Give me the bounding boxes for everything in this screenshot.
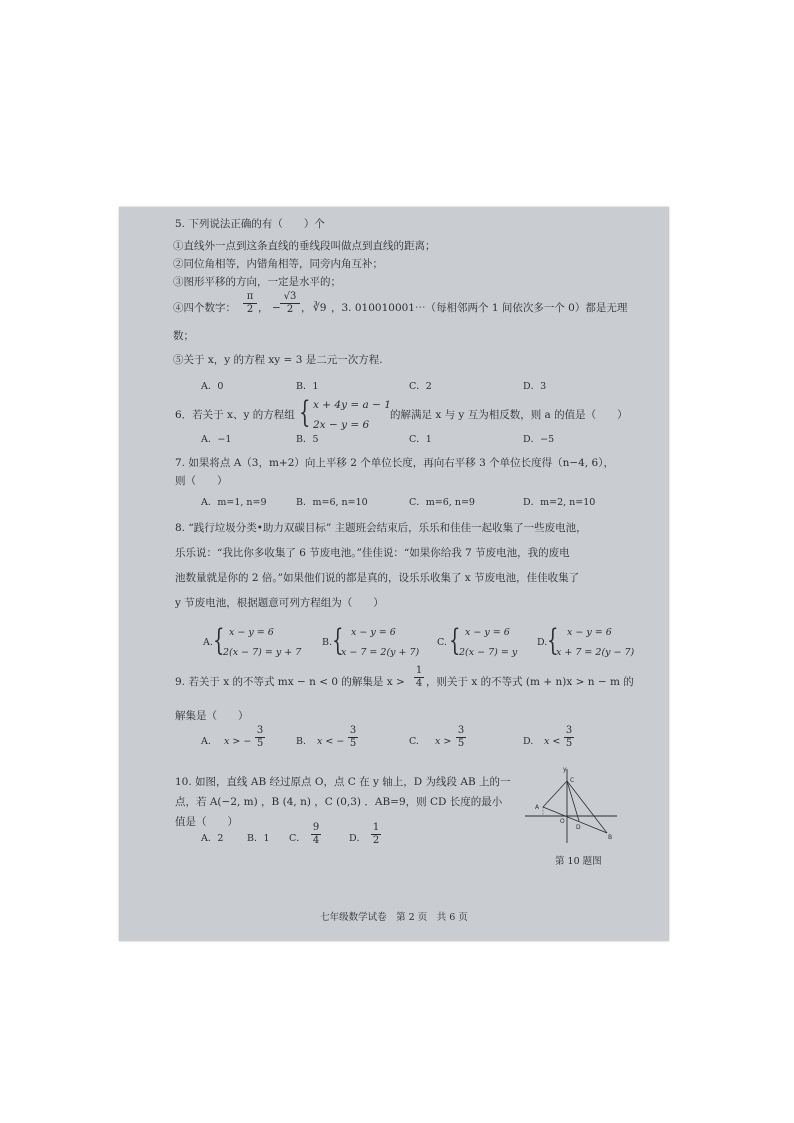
q9-option-a-relation: x > − — [224, 736, 252, 747]
q9-stem-a: 9. 若关于 x 的不等式 mx − n < 0 的解集是 x > — [175, 676, 405, 688]
q9-option-b-relation: x < − — [317, 736, 345, 747]
page-footer: 七年级数学试卷 第 2 页 共 6 页 — [320, 912, 468, 923]
q8-line-4: y 节废电池，根据题意可列方程组为（ ） — [175, 597, 384, 609]
q9-option-c-relation: x > — [435, 736, 452, 747]
q6-equation-1: x + 4y = a − 1 — [313, 399, 391, 411]
fraction-numerator: π — [246, 291, 254, 302]
fraction-denominator: 5 — [457, 738, 465, 749]
q5-option-d: D．3 — [523, 381, 547, 392]
q8-line-3: 池数量就是你的 2 倍。”如果他们说的都是真的，设乐乐收集了 x 节废电池，佳佳收集了 — [175, 572, 580, 584]
q8-option-b-label: B. — [322, 637, 333, 648]
q5-cube-root-9: ∛9 — [313, 302, 327, 314]
q6-option-d: D．−5 — [523, 434, 555, 445]
q9-option-d-fraction — [564, 726, 574, 749]
q9-option-d-relation: x < — [544, 736, 561, 747]
q8-option-d-brace: { — [547, 623, 559, 658]
fraction-denominator: 5 — [256, 738, 264, 749]
q10-option-d-fraction — [371, 823, 381, 846]
label-o: O — [560, 818, 565, 825]
q5-separator: ， — [301, 302, 312, 314]
segment-ca — [543, 781, 567, 807]
q7-option-d: D．m=2, n=10 — [523, 497, 596, 508]
fraction-denominator: 4 — [312, 835, 320, 846]
q8-option-b-eq1: x − y = 6 — [351, 627, 396, 638]
q8-option-c-label: C. — [437, 637, 447, 648]
q8-option-d-eq1: x − y = 6 — [567, 627, 612, 638]
q5-option-a: A．0 — [201, 381, 224, 392]
label-b: B — [608, 834, 613, 841]
q10-figure-caption: 第 10 题图 — [555, 856, 602, 867]
fraction-numerator: 1 — [415, 665, 423, 676]
q6-system-brace: { — [299, 395, 311, 430]
q9-option-b-label: B. — [296, 736, 307, 747]
q9-stem-b: ，则关于 x 的不等式 (m + n)x > n − m 的 — [426, 676, 634, 688]
q10-option-d-label: D． — [349, 833, 367, 844]
q9-option-b-fraction — [348, 726, 358, 749]
q10-option-b: B．1 — [247, 833, 270, 844]
q7-option-c: C．m=6, n=9 — [409, 497, 475, 508]
fraction-denominator: 5 — [349, 738, 357, 749]
q7-line-1: 7. 如果将点 A（3，m+2）向上平移 2 个单位长度，再向右平移 3 个单位长度得（n−4, 6）， — [175, 457, 614, 469]
q6-equation-2: 2x − y = 6 — [313, 419, 370, 431]
q5-fraction-root3-over-2 — [280, 292, 300, 315]
q9-line-2: 解集是（ ） — [175, 710, 249, 722]
q8-option-a-eq2: 2(x − 7) = y + 7 — [223, 647, 302, 658]
fraction-numerator: 9 — [312, 822, 320, 833]
q5-minus-sign: − — [272, 302, 281, 314]
label-c: C — [570, 777, 575, 784]
fraction-denominator: 2 — [246, 304, 254, 315]
fraction-denominator: 5 — [565, 738, 573, 749]
q5-statement-4-wrap: 数； — [173, 330, 194, 342]
q9-fraction-1-over-4 — [414, 666, 424, 689]
label-a: A — [535, 804, 540, 811]
q10-figure — [521, 763, 621, 845]
q5-separator: ， — [258, 302, 269, 314]
q9-option-a-label: A. — [201, 736, 211, 747]
q5-statement-5: ⑤关于 x，y 的方程 xy = 3 是二元一次方程. — [173, 354, 383, 366]
q8-option-c-eq1: x − y = 6 — [465, 627, 510, 638]
q6-option-b: B．5 — [296, 434, 319, 445]
q8-option-d-label: D. — [537, 637, 548, 648]
q9-option-c-label: C. — [409, 736, 419, 747]
q10-option-c-fraction — [311, 823, 321, 846]
q8-line-1: 8. “践行垃圾分类•助力双碳目标” 主题班会结束后，乐乐和佳佳一起收集了一些废电池， — [175, 522, 587, 534]
q8-option-a-eq1: x − y = 6 — [229, 627, 274, 638]
q7-option-b: B．m=6, n=10 — [296, 497, 368, 508]
fraction-denominator: 2 — [286, 304, 294, 315]
q5-statement-4-suffix: ，3. 010010001⋯（每相邻两个 1 间依次多一个 0）都是无理 — [331, 302, 628, 314]
q6-option-a: A．−1 — [201, 434, 232, 445]
fraction-numerator: 3 — [256, 725, 264, 736]
q8-option-c-eq2: 2(x − 7) = y — [459, 647, 518, 658]
q7-option-a: A．m=1, n=9 — [201, 497, 267, 508]
fraction-numerator: 3 — [349, 725, 357, 736]
q9-option-c-fraction — [456, 726, 466, 749]
q5-option-b: B．1 — [296, 381, 319, 392]
q10-line-1: 10. 如图，直线 AB 经过原点 O，点 C 在 y 轴上，D 为线段 AB 上的一 — [175, 776, 511, 788]
q9-option-a-fraction — [255, 726, 265, 749]
q10-option-c-label: C． — [289, 833, 306, 844]
q10-option-a: A．2 — [201, 833, 224, 844]
fraction-denominator: 2 — [372, 835, 380, 846]
q5-fraction-pi-over-2 — [243, 292, 257, 315]
fraction-numerator: 3 — [457, 725, 465, 736]
label-d: D — [576, 824, 581, 831]
q8-option-a-brace: { — [213, 623, 225, 658]
q8-option-d-eq2: x + 7 = 2(y − 7) — [556, 647, 635, 658]
q9-option-d-label: D. — [523, 736, 534, 747]
q6-stem-b: 的解满足 x 与 y 互为相反数，则 a 的值是（ ） — [390, 409, 628, 421]
segment-cd — [567, 781, 579, 821]
q5-option-c: C．2 — [409, 381, 432, 392]
fraction-numerator: √3 — [283, 291, 297, 302]
label-y: y — [563, 766, 567, 773]
q8-option-c-brace: { — [449, 623, 461, 658]
q10-line-3: 值是（ ） — [175, 816, 238, 828]
q5-statement-3: ③图形平移的方向，一定是水平的； — [173, 276, 341, 288]
q6-option-c: C．1 — [409, 434, 432, 445]
q10-line-2: 点，若 A(−2, m) ，B (4, n) ，C (0,3) ．AB=9，则 CD 长度的最小 — [175, 796, 503, 808]
q8-line-2: 乐乐说：“我比你多收集了 6 节废电池。”佳佳说：“如果你给我 7 节废电池，我的废电 — [175, 547, 570, 559]
q8-option-b-eq2: x − 7 = 2(y + 7) — [341, 647, 420, 658]
q8-option-a-label: A. — [203, 637, 213, 648]
q6-stem-a: 6．若关于 x、y 的方程组 — [175, 409, 295, 421]
q7-line-2: 则（ ） — [175, 475, 228, 487]
exam-page — [119, 207, 669, 941]
q5-statement-4-prefix: ④四个数字： — [173, 302, 236, 314]
q5-statement-1: ①直线外一点到这条直线的垂线段叫做点到直线的距离； — [173, 240, 436, 252]
q5-stem: 5. 下列说法正确的有（ ）个 — [175, 218, 325, 230]
fraction-denominator: 4 — [415, 678, 423, 689]
fraction-numerator: 1 — [372, 822, 380, 833]
q8-option-b-brace: { — [332, 623, 344, 658]
q5-statement-2: ②同位角相等，内错角相等，同旁内角互补； — [173, 258, 383, 270]
fraction-numerator: 3 — [565, 725, 573, 736]
